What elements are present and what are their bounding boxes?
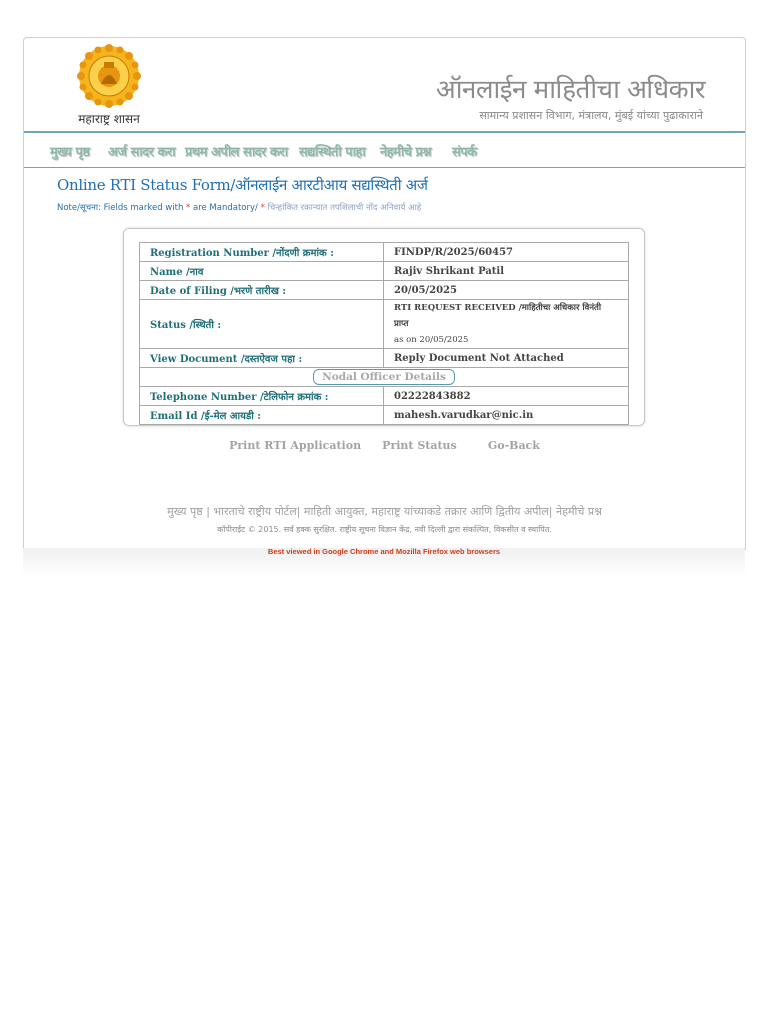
status-label: Status /स्थिती : xyxy=(140,300,384,349)
emblem-label: महाराष्ट्र शासन xyxy=(78,112,140,126)
copyright-text: कॉपीराईट © 2015. सर्व हक्क सुरक्षित. राष्ट्रीय सूचना विज्ञान केंद्र, नवी दिल्ली द्वारा संकल्पित, विकसीत व स्थापित. xyxy=(217,525,552,534)
note-mid: are Mandatory/ xyxy=(190,203,261,213)
site-subtitle: सामान्य प्रशासन विभाग, मंत्रालय, मुंबई यांच्या पुढाकाराने xyxy=(479,109,703,122)
table-row xyxy=(140,387,629,406)
maharashtra-emblem-icon xyxy=(74,44,144,108)
required-star: * xyxy=(186,203,191,213)
browser-note: Best viewed in Google Chrome and Mozilla Firefox web browsers xyxy=(267,547,501,556)
table-row xyxy=(140,262,629,281)
print-application-link[interactable]: Print RTI Application xyxy=(229,439,362,452)
note-hint: चिन्हांकित रकान्यात तपशिलाची नोंद अनिवार्य आहे xyxy=(264,203,422,213)
status-cell xyxy=(384,300,629,349)
registration-value: FINDP/R/2025/60457 xyxy=(384,243,629,262)
status-table xyxy=(139,242,629,425)
table-row xyxy=(140,349,629,368)
go-back-link[interactable]: Go-Back xyxy=(487,439,540,452)
page-container xyxy=(23,37,746,550)
table-row xyxy=(140,300,629,349)
document-value: Reply Document Not Attached xyxy=(384,349,629,368)
email-value: mahesh.varudkar@nic.in xyxy=(384,406,629,425)
table-row xyxy=(140,368,629,387)
nav-first-appeal[interactable]: प्रथम अपील सादर करा xyxy=(185,145,288,160)
nav-contact[interactable]: संपर्क xyxy=(452,145,477,160)
nav-home[interactable]: मुख्य पृष्ठ xyxy=(50,145,90,160)
print-status-link[interactable]: Print Status xyxy=(382,439,457,452)
status-panel xyxy=(123,228,645,426)
action-links xyxy=(24,434,745,453)
footer-links[interactable]: मुख्य पृष्ठ | भारताचे राष्ट्रीय पोर्टल| माहिती आयुक्त, महाराष्ट्र यांच्याकडे तक्रार आणि द्वितीय अपील| नेहमीचे प्रश्न xyxy=(167,505,602,518)
nav-faq[interactable]: नेहमीचे प्रश्न xyxy=(380,145,432,160)
telephone-value: 02222843882 xyxy=(384,387,629,406)
name-label: Name /नाव xyxy=(140,262,384,281)
document-label: View Document /दस्तऐवज पहा : xyxy=(140,349,384,368)
nav-status[interactable]: सद्यस्थिती पाहा xyxy=(299,145,366,160)
status-value: RTI REQUEST RECEIVED /माहितीचा अधिकार विनंती प्राप्त xyxy=(394,303,602,329)
mandatory-note xyxy=(57,202,421,213)
required-star-2: * xyxy=(260,203,265,213)
table-row xyxy=(140,281,629,300)
email-label: Email Id /ई-मेल आयडी : xyxy=(140,406,384,425)
nav-submit-request[interactable]: अर्ज सादर करा xyxy=(108,145,176,160)
nodal-heading-cell xyxy=(140,368,629,387)
table-row xyxy=(140,243,629,262)
site-header xyxy=(24,38,745,133)
table-row xyxy=(140,406,629,425)
site-title: ऑनलाईन माहितीचा अधिकार xyxy=(435,75,705,105)
main-nav xyxy=(24,133,745,168)
nodal-officer-heading: Nodal Officer Details xyxy=(313,369,455,385)
form-title: Online RTI Status Form/ऑनलाईन आरटीआय सद्यस्थिती अर्ज xyxy=(57,176,428,194)
status-date: as on 20/05/2025 xyxy=(394,335,469,345)
name-value: Rajiv Shrikant Patil xyxy=(384,262,629,281)
note-prefix: Note/सूचना: Fields marked with xyxy=(57,203,187,213)
registration-label: Registration Number /नोंदणी क्रमांक : xyxy=(140,243,384,262)
telephone-label: Telephone Number /टेलिफोन क्रमांक : xyxy=(140,387,384,406)
date-label: Date of Filing /भरणे तारीख : xyxy=(140,281,384,300)
date-value: 20/05/2025 xyxy=(384,281,629,300)
